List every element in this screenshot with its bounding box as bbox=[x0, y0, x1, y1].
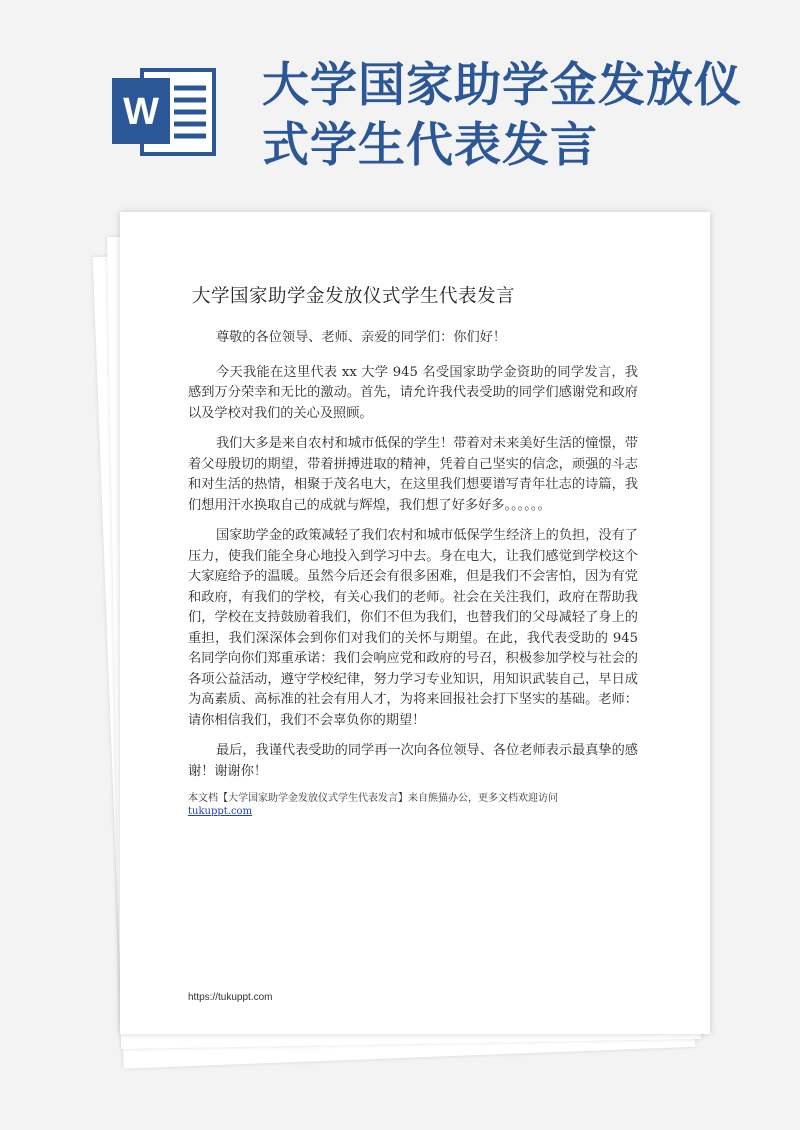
source-footnote: 本文档【大学国家助学金发放仪式学生代表发言】来自熊猫办公，更多文档欢迎访问 bbox=[188, 793, 558, 804]
source-link[interactable]: tukuppt.com bbox=[188, 806, 253, 817]
header-title-line2: 式学生代表发言 bbox=[262, 118, 598, 173]
page-footer-url[interactable]: https://tukuppt.com bbox=[188, 992, 273, 1003]
closing-paragraph: 最后，我谨代表受助的同学再一次向各位领导、各位老师表示最真挚的感谢！谢谢你！ bbox=[188, 743, 638, 779]
greeting-paragraph: 尊敬的各位领导、老师、亲爱的同学们：你们好！ bbox=[216, 330, 507, 345]
body-paragraph: 国家助学金的政策减轻了我们农村和城市低保学生经济上的负担，没有了压力，使我们能全身心地投入到学习中去。身在电大，让我们感觉到学校这个大家庭给予的温暖。虽然今后还会有很多困难，但是我们不会害怕，因为有党和政府，有我们的学校，有关心我们的老师。社会在关注我们，政府在帮助我们，学校在支持鼓励着我们，你们不但为我们，也替我们的父母减轻了身上的重担，我们深深体会到你们对我们的关怀与期望。在此，我代表受助的 945 名同学向你们郑重承诺：我们会响应党和政府的号召，积极参加学校与社会的各项公益活动，遵守学校纪律，努力学习专业知识，用知识武装自己，早日成为高素质、高标准的社会有用人才，为将来回报社会打下坚实的基础。老师：请你相信我们，我们不会辜负你的期望！ bbox=[188, 528, 638, 728]
word-document-icon bbox=[112, 64, 222, 160]
header-title-line1: 大学国家助学金发放仪 bbox=[262, 58, 742, 113]
document-page bbox=[120, 212, 710, 1034]
body-paragraph: 今天我能在这里代表 xx 大学 945 名受国家助学金资助的同学发言，我感到万分荣幸和无比的激动。首先，请允许我代表受助的同学们感谢党和政府以及学校对我们的关心及照顾。 bbox=[188, 364, 638, 421]
header-title bbox=[262, 56, 762, 176]
svg-text:W: W bbox=[123, 91, 159, 133]
document-body bbox=[188, 328, 638, 818]
body-paragraph: 我们大多是来自农村和城市低保的学生！带着对未来美好生活的憧憬，带着父母殷切的期望，带着拼搏进取的精神，凭着自己坚实的信念，顽强的斗志和对生活的热情，相聚于茂名电大，在这里我们想要谱写青年壮志的诗篇，我们想用汗水换取自己的成就与辉煌，我们想了好多好多。。。。。。 bbox=[188, 436, 638, 513]
header-banner bbox=[0, 0, 800, 200]
document-title: 大学国家助学金发放仪式学生代表发言 bbox=[192, 286, 516, 307]
